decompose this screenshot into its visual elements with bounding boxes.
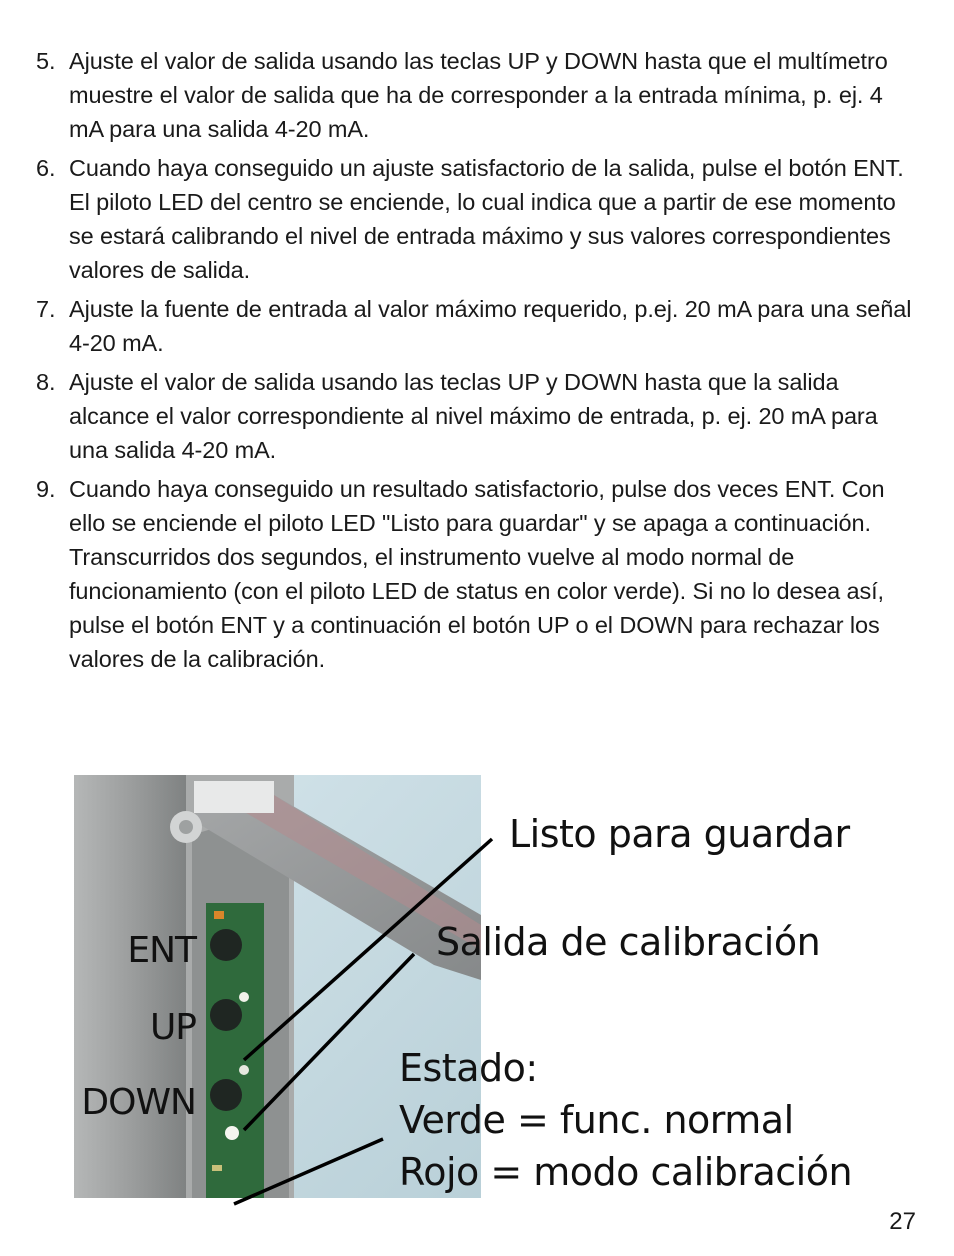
step-number: 6. [36,155,56,181]
step-number: 7. [36,296,56,322]
step-text: Cuando haya conseguido un resultado satisfactorio, pulse dos veces ENT. Con ello se enciende el piloto LED "Listo para guardar" y se apaga a continuación. Transcurridos dos segundos, el instrumento vuelve al modo normal de funcionamiento (con el piloto LED de status en color verde). Si no lo desea así, pulse el botón ENT y a continuación el botón UP o el DOWN para rechazar los valores de la calibración. [69,476,885,672]
up-button-label: UP [149,1007,196,1048]
step-number: 5. [36,48,56,74]
device-figure [0,770,954,1210]
step-6 [36,151,916,287]
leader-calibration [244,954,414,1130]
step-text: Ajuste el valor de salida usando las teclas UP y DOWN hasta que el multímetro muestre el valor de salida que ha de corresponder a la entrada mínima, p. ej. 4 mA para una salida 4-20 mA. [69,48,888,142]
status-green-label: Verde = func. normal [399,1098,794,1142]
page-number: 27 [889,1208,916,1235]
step-5 [36,44,916,146]
down-button-label: DOWN [81,1082,196,1123]
calibration-output-label: Salida de calibración [436,920,821,964]
leader-status [234,1139,383,1204]
step-7 [36,292,916,360]
step-text: Ajuste el valor de salida usando las teclas UP y DOWN hasta que la salida alcance el valor correspondiente al nivel máximo de entrada, p. ej. 20 mA para una salida 4-20 mA. [69,369,878,463]
step-number: 9. [36,476,56,502]
step-9 [36,472,916,676]
step-text: Ajuste la fuente de entrada al valor máximo requerido, p.ej. 20 mA para una señal 4-20 mA. [69,296,912,356]
step-number: 8. [36,369,56,395]
status-title-label: Estado: [399,1046,538,1090]
step-text: Cuando haya conseguido un ajuste satisfactorio de la salida, pulse el botón ENT. El piloto LED del centro se enciende, lo cual indica que a partir de ese momento se estará calibrando el nivel de entrada máximo y sus valores correspondientes valores de salida. [69,155,904,283]
ent-button-label: ENT [127,930,196,971]
instruction-steps [36,44,916,681]
status-red-label: Rojo = modo calibración [399,1150,853,1194]
ready-to-save-label: Listo para guardar [509,812,850,856]
step-8 [36,365,916,467]
